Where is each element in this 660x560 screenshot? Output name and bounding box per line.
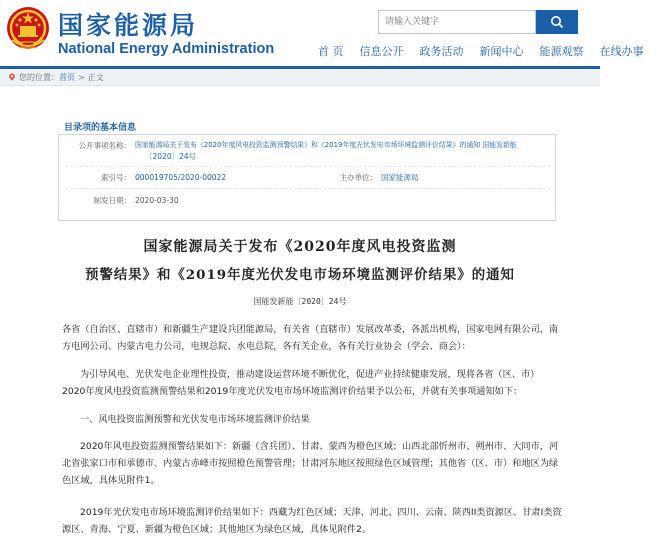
nav-energy-observation[interactable]: 能源观察	[539, 45, 584, 58]
search-button[interactable]	[536, 10, 578, 34]
date-value: 2020-03-30	[135, 196, 179, 205]
public-item-value: 国家能源局关于发布《2020年度风电投资监测预警结果》和《2019年度光伏发电市场环境监测评价结果》的通知 国能发新能	[135, 141, 517, 149]
nav-online-services[interactable]: 在线办事	[599, 45, 644, 58]
breadcrumb-separator: >	[78, 72, 85, 82]
paragraph-solar-results: 2019年光伏发电市场环境监测评价结果如下：西藏为红色区域；天津、河北、四川、云南、陕西II类资源区、甘肃I类资源区、青海、宁夏、新疆为橙色区域；其他地区为绿色区域，具体见附件2。	[62, 507, 562, 535]
main-content	[0, 86, 600, 560]
issuer-value: 国家能源局	[381, 173, 419, 182]
search-icon	[550, 15, 564, 29]
paragraph-wind-results: 2020年风电投资监测预警结果如下：新疆（含兵团）、甘肃、蒙西为橙色区域；山西北部忻州市、朔州市、大同市，河北省张家口市和承德市、内蒙古赤峰市按照橙色预警管理；甘肃河东地区按照绿色区域管理；其他省（区、市）和地区为绿色区域，具体见附件1。	[62, 441, 559, 486]
nav-government-activities[interactable]: 政务活动	[419, 45, 464, 58]
breadcrumb-prefix: 您的位置：	[19, 72, 59, 82]
document-title-line-1: 国家能源局关于发布《2020年度风电投资监测	[143, 239, 457, 255]
info-panel	[58, 134, 556, 221]
info-divider	[65, 188, 551, 189]
paragraph-recipients: 各省（自治区、直辖市）和新疆生产建设兵团能源局，有关省（直辖市）发展改革委，各派出机构，国家电网有限公司，南方电网公司、内蒙古电力公司，电规总院、水电总院，各有关企业，各有关行业协会（学会、商会）：	[62, 324, 559, 352]
index-value: 000019705/2020-00022	[135, 173, 227, 182]
site-name-english[interactable]: National Energy Administration	[58, 41, 275, 57]
site-name-chinese[interactable]: 国家能源局	[58, 11, 199, 40]
location-icon	[8, 73, 16, 81]
breadcrumb	[0, 69, 600, 86]
public-item-label: 公开事项名称：	[78, 141, 131, 150]
public-item-value-cont: 〔2020〕24号	[145, 152, 197, 161]
main-nav	[318, 43, 660, 59]
info-panel-title: 目录项的基本信息	[64, 123, 137, 133]
national-emblem-icon[interactable]	[6, 6, 50, 52]
issuer-label: 主办单位：	[339, 173, 377, 182]
date-label: 制发日期：	[93, 196, 131, 205]
document-title-line-2: 预警结果》和《2019年度光伏发电市场环境监测评价结果》的通知	[85, 267, 515, 283]
breadcrumb-home-link[interactable]: 首页	[59, 72, 75, 82]
paragraph-section-heading: 一、风电投资监测预警和光伏发电市场环境监测评价结果	[80, 414, 310, 425]
nav-info-disclosure[interactable]: 信息公开	[359, 45, 404, 58]
nav-home[interactable]: 首 页	[318, 45, 344, 58]
search-box	[378, 10, 578, 34]
info-divider	[65, 166, 551, 167]
paragraph-intro: 为引导风电、光伏发电企业理性投资，推动建设运营环境不断优化，促进产业持续健康发展，现将各省（区、市）2020年度风电投资监测预警结果和2019年度光伏发电市场环境监测评价结果予以公布，并就有关事项通知如下：	[62, 369, 540, 397]
site-header	[0, 0, 644, 64]
search-input[interactable]	[378, 10, 536, 34]
breadcrumb-current: 正文	[87, 72, 104, 82]
document-number: 国能发新能〔2020〕24号	[253, 297, 347, 306]
index-label: 索引号：	[101, 173, 131, 182]
nav-news-center[interactable]: 新闻中心	[479, 45, 524, 58]
